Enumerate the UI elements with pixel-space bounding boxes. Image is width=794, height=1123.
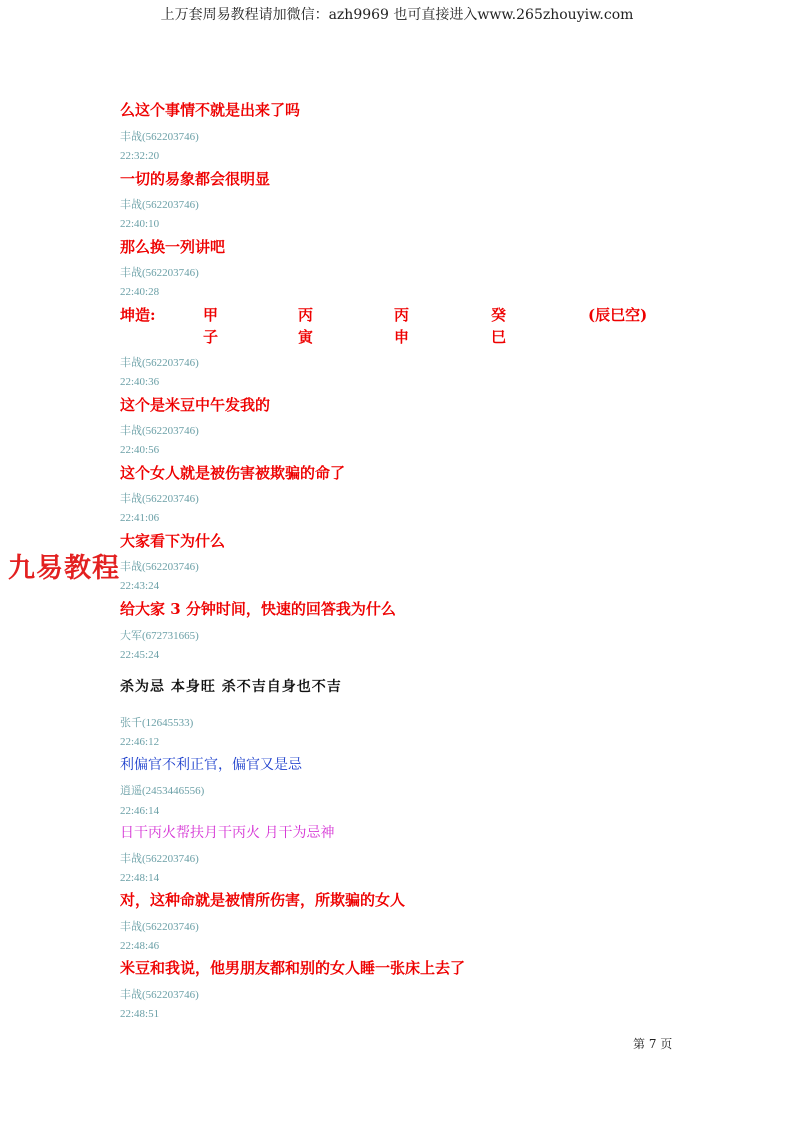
bazi-branch: 申 [394, 328, 410, 346]
chat-timestamp: 22:40:28 [120, 286, 160, 298]
chat-message: 给大家 3 分钟时间，快速的回答我为什么 [120, 600, 396, 618]
bazi-stem: 丙 [298, 306, 314, 324]
chat-message: 米豆和我说，他男朋友都和别的女人睡一张床上去了 [120, 959, 466, 977]
chat-sender: 丰战(562203746) [120, 357, 199, 369]
chat-message: 大家看下为什么 [120, 532, 226, 550]
chat-timestamp: 22:48:14 [120, 872, 160, 884]
bazi-kongwang: (辰巳空) [588, 306, 648, 324]
chat-sender: 丰战(562203746) [120, 199, 199, 211]
chat-sender: 丰战(562203746) [120, 989, 199, 1001]
chat-timestamp: 22:46:14 [120, 805, 160, 817]
bazi-stem: 丙 [394, 306, 410, 324]
bazi-stem: 甲 [203, 306, 219, 324]
chat-timestamp: 22:43:24 [120, 580, 160, 592]
chat-message: 一切的易象都会很明显 [120, 170, 271, 188]
chat-sender: 丰战(562203746) [120, 493, 199, 505]
chat-message: 那么换一列讲吧 [120, 238, 226, 256]
bazi-label: 坤造: [120, 306, 156, 324]
chat-timestamp: 22:40:36 [120, 376, 160, 388]
chat-message: 这个女人就是被伤害被欺骗的命了 [120, 464, 346, 482]
bazi-branch: 寅 [298, 328, 314, 346]
chat-sender: 逍遥(2453446556) [120, 785, 205, 797]
page-header: 上万套周易教程请加微信：azh9969 也可直接进入www.265zhouyiw.com [160, 7, 634, 23]
watermark-logo: 九易教程 [8, 553, 120, 584]
chat-timestamp: 22:32:20 [120, 150, 160, 162]
bazi-stem: 癸 [491, 306, 507, 324]
chat-timestamp: 22:40:10 [120, 218, 160, 230]
chat-sender: 丰战(562203746) [120, 425, 199, 437]
chat-message: 么这个事情不就是出来了吗 [120, 101, 301, 119]
chat-message: 日干丙火帮扶月干丙火 月干为忌神 [120, 825, 335, 841]
chat-sender: 丰战(562203746) [120, 131, 199, 143]
bazi-branch: 巳 [491, 328, 507, 346]
chat-message: 杀为忌 本身旺 杀不吉自身也不吉 [120, 679, 342, 695]
bazi-branch: 子 [203, 328, 219, 346]
chat-sender: 丰战(562203746) [120, 853, 199, 865]
chat-timestamp: 22:45:24 [120, 649, 160, 661]
chat-sender: 丰战(562203746) [120, 267, 199, 279]
chat-message: 这个是米豆中午发我的 [120, 396, 271, 414]
chat-message: 利偏官不利正官，偏官又是忌 [120, 757, 302, 773]
chat-timestamp: 22:48:51 [120, 1008, 160, 1020]
page-number: 第 7 页 [633, 1037, 673, 1051]
chat-timestamp: 22:48:46 [120, 940, 160, 952]
chat-sender: 丰战(562203746) [120, 921, 199, 933]
chat-timestamp: 22:41:06 [120, 512, 160, 524]
chat-sender: 丰战(562203746) [120, 561, 199, 573]
chat-timestamp: 22:46:12 [120, 736, 160, 748]
chat-timestamp: 22:40:56 [120, 444, 160, 456]
chat-sender: 大军(672731665) [120, 630, 199, 642]
chat-message: 对，这种命就是被情所伤害，所欺骗的女人 [120, 891, 406, 909]
chat-sender: 张千(12645533) [120, 717, 194, 729]
